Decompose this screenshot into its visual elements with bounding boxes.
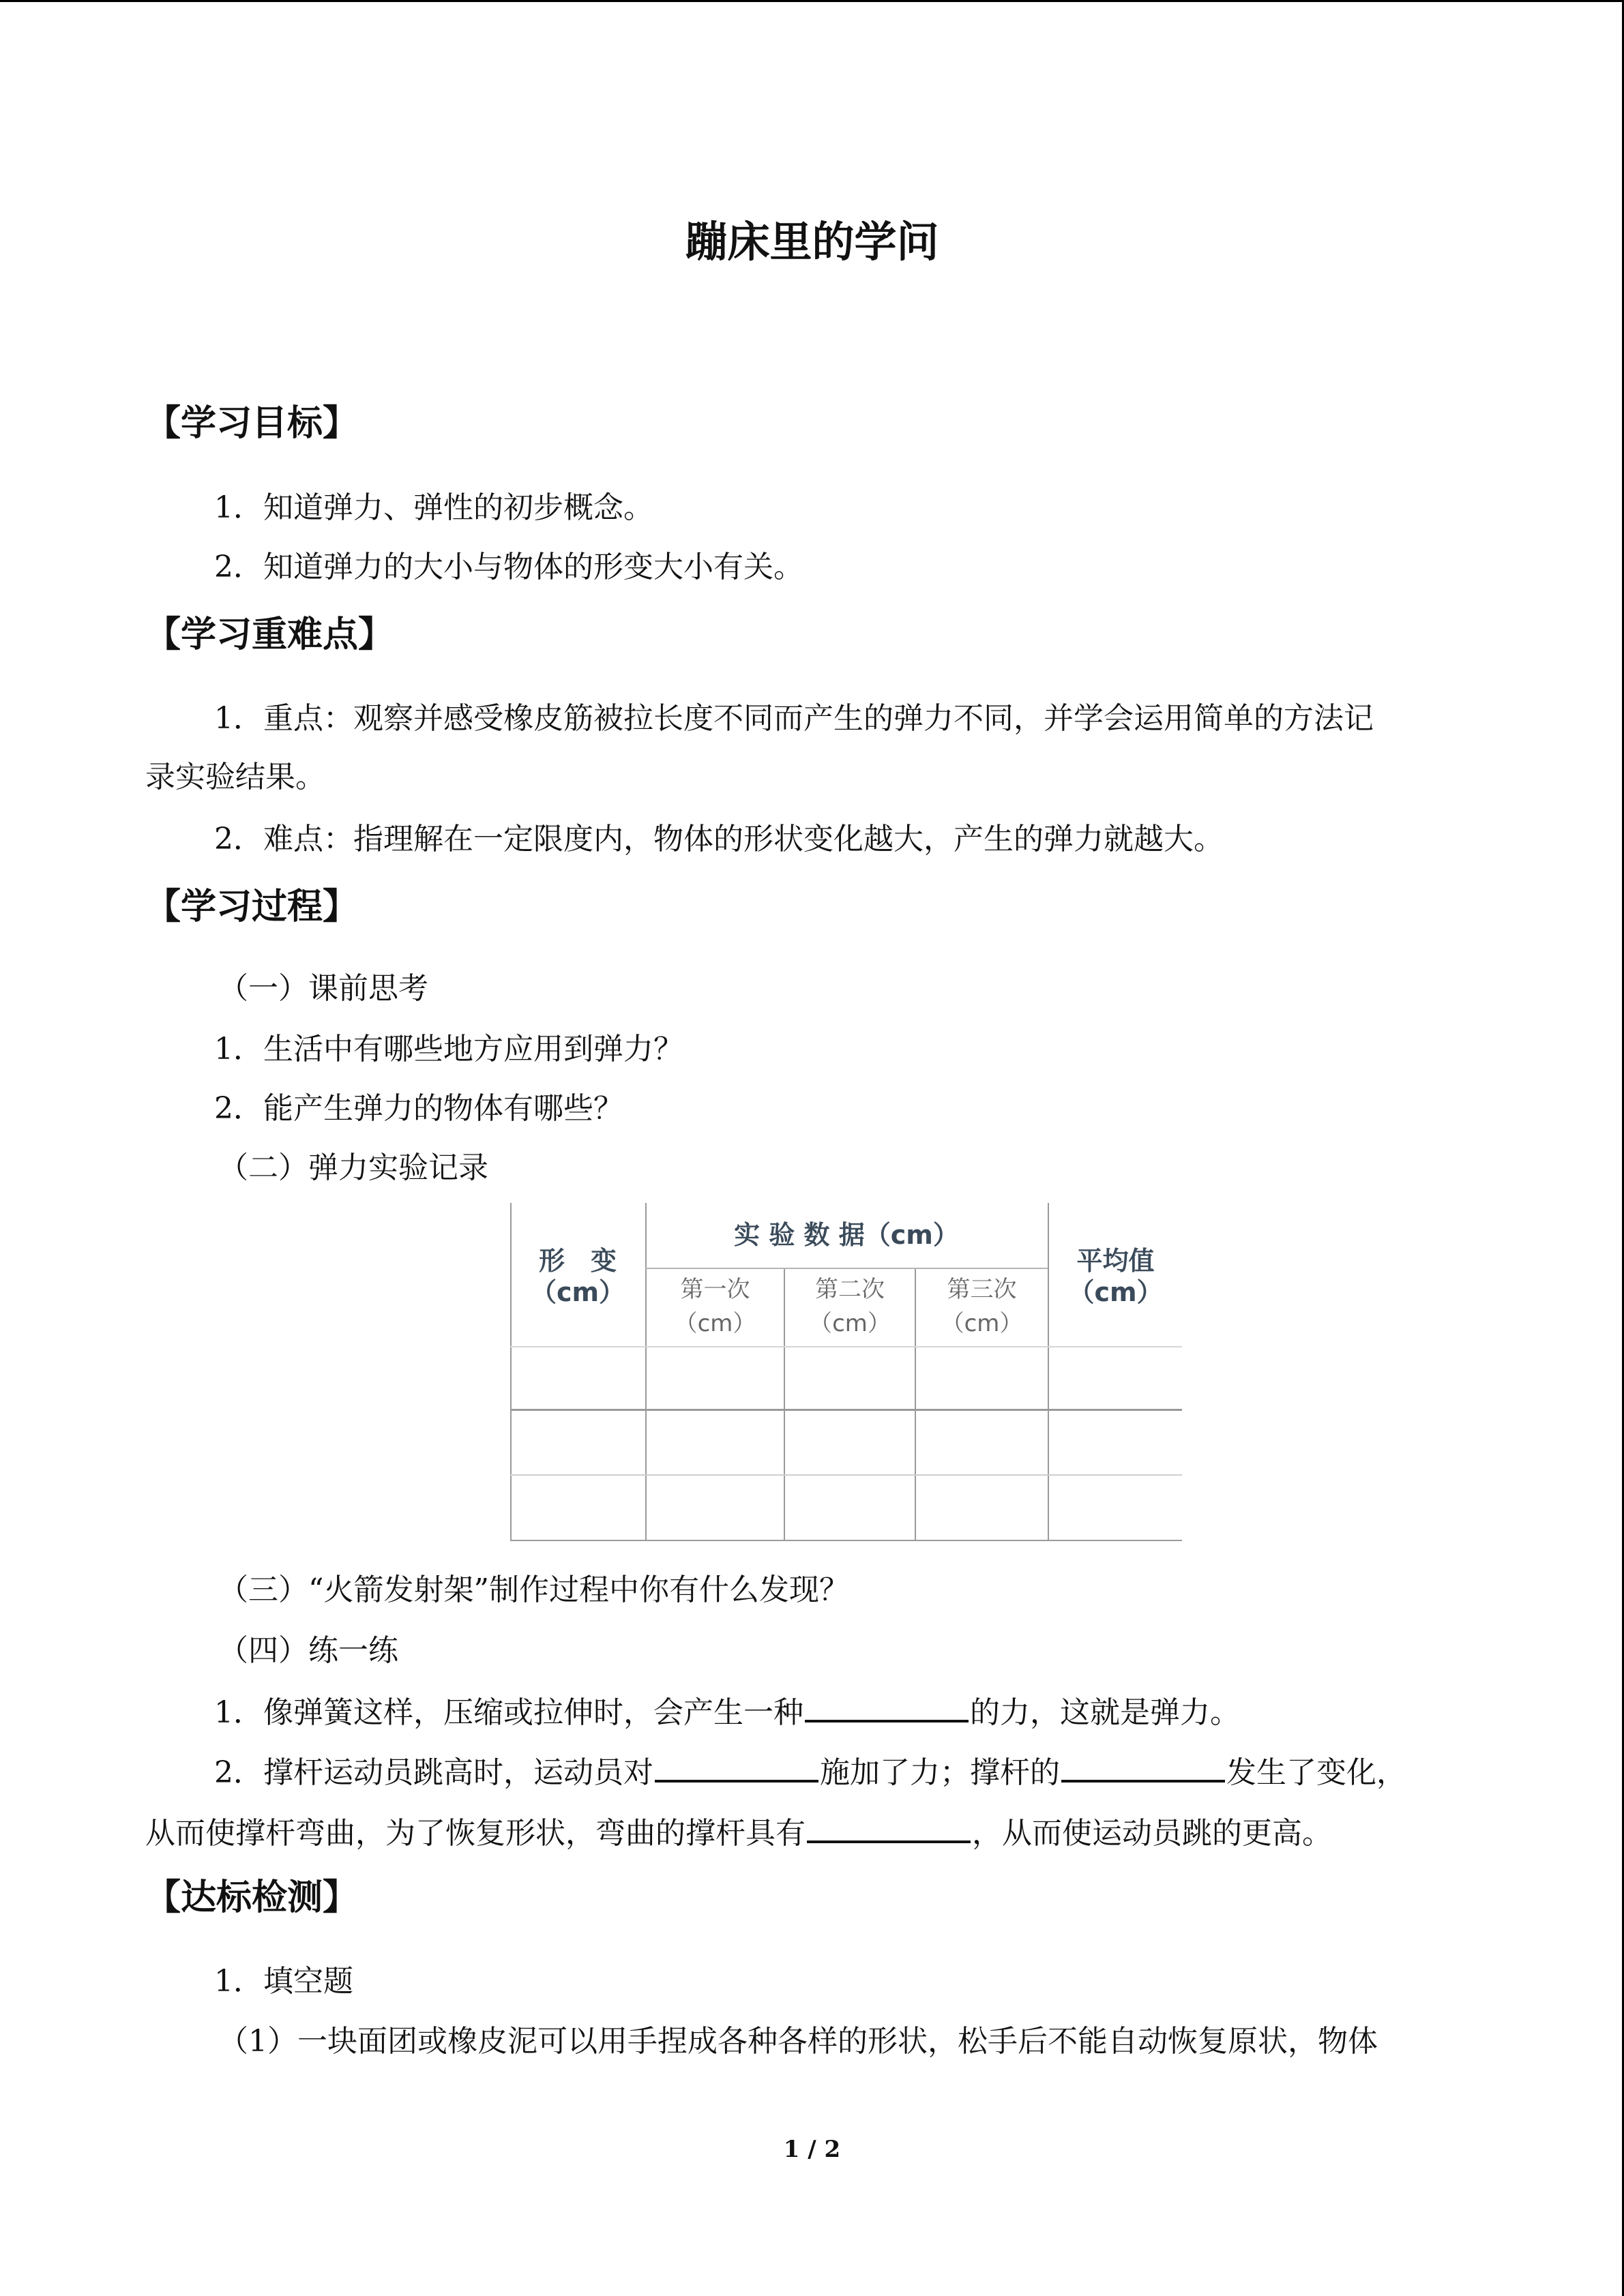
header-experiment-data: 实 验 数 据（cm） [734, 1220, 959, 1250]
exercise-2-line-1 [214, 1750, 1406, 1793]
key-point-2: 2．难点：指理解在一定限度内，物体的形状变化越大，产生的弹力就越大。 [214, 822, 1224, 856]
exercise-1 [214, 1690, 1240, 1733]
header-trial-3-label: 第三次 [947, 1276, 1017, 1303]
header-trial-2-label: 第二次 [815, 1276, 885, 1303]
exercise-1-text-a: 1．像弹簧这样，压缩或拉伸时，会产生一种 [214, 1695, 803, 1730]
table-line [645, 1203, 647, 1541]
goal-item-2: 2．知道弹力的大小与物体的形变大小有关。 [214, 550, 803, 584]
header-average-unit: （cm） [1068, 1277, 1163, 1307]
exercise-2-text-c: 发生了变化， [1226, 1755, 1406, 1790]
goal-item-1: 1．知道弹力、弹性的初步概念。 [214, 490, 653, 525]
header-trial-1-unit: （cm） [674, 1310, 756, 1337]
key-points-heading: 【学习重难点】 [145, 614, 394, 655]
part-1-title: （一）课前思考 [218, 971, 428, 1006]
answer-blank[interactable] [1061, 1750, 1225, 1783]
answer-blank[interactable] [805, 1690, 969, 1723]
header-average [1049, 1245, 1182, 1308]
exercise-2-text-a: 2．撑杆运动员跳高时，运动员对 [214, 1755, 653, 1790]
exercise-2-line-2 [145, 1810, 1332, 1854]
test-heading: 【达标检测】 [145, 1877, 359, 1918]
exercise-1-text-b: 的力，这就是弹力。 [970, 1695, 1240, 1730]
key-point-1-line-1: 1．重点：观察并感受橡皮筋被拉长度不同而产生的弹力不同，并学会运用简单的方法记 [214, 701, 1374, 736]
part-4-title: （四）练一练 [218, 1633, 398, 1668]
answer-blank[interactable] [655, 1750, 818, 1783]
table-line [645, 1268, 1048, 1269]
top-border [0, 0, 1624, 2]
document-title: 蹦床里的学问 [685, 217, 939, 267]
answer-blank[interactable] [807, 1810, 971, 1843]
goals-heading: 【学习目标】 [145, 403, 359, 444]
header-trial-3 [916, 1272, 1048, 1341]
test-item-1: 1．填空题 [214, 1964, 353, 1999]
header-trial-1-label: 第一次 [680, 1276, 750, 1303]
part-3-title: （三）“火箭发射架”制作过程中你有什么发现？ [218, 1572, 849, 1607]
part-2-title: （二）弹力实验记录 [218, 1150, 488, 1185]
part-1-item-2: 2．能产生弹力的物体有哪些？ [214, 1091, 623, 1126]
header-average-label: 平均值 [1076, 1246, 1155, 1276]
key-point-1-line-2: 录实验结果。 [145, 760, 325, 794]
header-deformation-label: 形 变 [538, 1246, 617, 1276]
test-item-1-sub-1: （1）一块面团或橡皮泥可以用手捏成各种各样的形状，松手后不能自动恢复原状，物体 [218, 2024, 1378, 2059]
table-line [510, 1540, 1182, 1541]
table-line [510, 1346, 1182, 1347]
header-deformation [510, 1245, 645, 1308]
process-heading: 【学习过程】 [145, 886, 359, 927]
page-number: 1 / 2 [783, 2136, 841, 2163]
exercise-2-text-d: 从而使撑杆弯曲，为了恢复形状，弯曲的撑杆具有 [145, 1816, 806, 1851]
exercise-2-text-e: ，从而使运动员跳的更高。 [972, 1816, 1332, 1851]
header-trial-3-unit: （cm） [941, 1310, 1023, 1337]
header-deformation-unit: （cm） [530, 1277, 625, 1307]
header-trial-1 [647, 1272, 784, 1341]
table-line [510, 1409, 1182, 1411]
experiment-table [510, 1203, 1182, 1541]
part-1-item-1: 1．生活中有哪些地方应用到弹力？ [214, 1032, 683, 1067]
header-trial-2-unit: （cm） [809, 1310, 891, 1337]
exercise-2-text-b: 施加了力；撑杆的 [820, 1755, 1060, 1790]
header-trial-2 [785, 1272, 915, 1341]
table-line [510, 1474, 1182, 1476]
